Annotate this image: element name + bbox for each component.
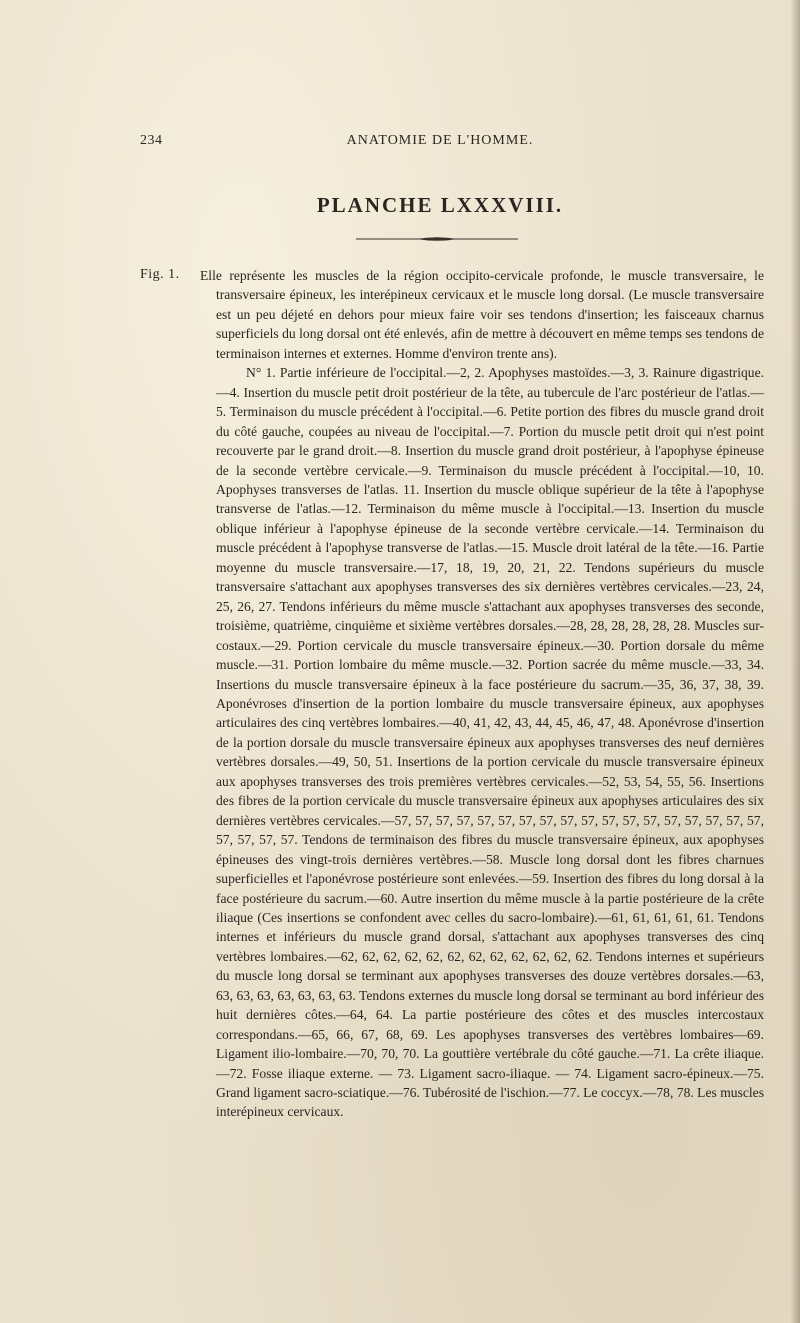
figure-label: Fig. 1. xyxy=(140,267,180,282)
ornament-rule-icon xyxy=(356,236,518,242)
plate-title: PLANCHE LXXXVIII. xyxy=(316,193,564,217)
page-number: 234 xyxy=(140,133,163,148)
page-edge-shadow xyxy=(790,0,800,1323)
running-head xyxy=(140,133,740,153)
figure-legend: N° 1. Partie inférieure de l'occipital.—2, 2. Apophyses mastoïdes.—3, 3. Rainure digastrique.—4. Insertion du muscle petit droit postérieur de la tête, au tubercule de l'arc postérieur de l'atlas.—5. Terminaison du muscle précédent à l'occipital.—6. Petite portion des fibres du muscle grand droit du côté gauche, coupées au niveau de l'occipital.—7. Portion du muscle petit droit qui n'est point recouverte par le grand droit.—8. Insertion du muscle grand droit postérieur, à l'apophyse épineuse de la seconde vertèbre cervicale.—9. Terminaison du muscle précédent à l'occipital.—10, 10. Apophyses transverses de l'atlas. 11. Insertion du muscle oblique supérieur de la tête à l'apophyse transverse de l'atlas.—12. Terminaison du même muscle à l'occipital.—13. Insertion du muscle oblique inférieur à l'apophyse épineuse de la seconde vertèbre cervicale.—14. Terminaison du muscle précédent à l'apophyse transverse de l'atlas.—15. Muscle droit latéral de la tête.—16. Partie moyenne du muscle transversaire.—17, 18, 19, 20, 21, 22. Tendons supérieurs du muscle transversaire s'attachant aux apophyses transverses des six dernières vertèbres cervicales.—23, 24, 25, 26, 27. Tendons inférieurs du même muscle s'attachant aux apophyses transverses des seconde, troisième, quatrième, cinquième et sixième vertèbres dorsales.—28, 28, 28, 28, 28, 28. Muscles sur-costaux.—29. Portion cervicale du muscle transversaire épineux.—30. Portion dorsale du même muscle.—31. Portion lombaire du même muscle.—32. Portion sacrée du même muscle.—33, 34. Insertions du muscle transversaire épineux à la face postérieure du sacrum.—35, 36, 37, 38, 39. Aponévroses d'insertion de la portion lombaire du muscle transversaire épineux, aux apophyses articulaires des cinq vertèbres lombaires.—40, 41, 42, 43, 44, 45, 46, 47, 48. Aponévrose d'insertion de la portion dorsale du muscle transversaire épineux aux apophyses transverses des neuf dernières vertèbres dorsales.—49, 50, 51. Insertions de la portion cervicale du muscle transversaire épineux aux apophyses transverses des trois premières vertèbres cervicales.—52, 53, 54, 55, 56. Insertions des fibres de la portion cervicale du muscle transversaire épineux aux apophyses articulaires des six dernières vertèbres cervicales.—57, 57, 57, 57, 57, 57, 57, 57, 57, 57, 57, 57, 57, 57, 57, 57, 57, 57, 57, 57, 57, 57. Tendons de terminaison des fibres du muscle transversaire épineux, aux apophyses épineuses des vingt-trois dernières vertèbres.—58. Muscle long dorsal dont les fibres charnues superficielles et l'aponévrose postérieure sont enlevées.—59. Insertion des fibres du long dorsal à la face postérieure du sacrum.—60. Autre insertion du même muscle à la partie postérieure de la crête iliaque (Ces insertions se confondent avec celles du sacro-lombaire).—61, 61, 61, 61, 61. Tendons internes et inférieurs du muscle grand dorsal, s'attachant aux apophyses transverses des cinq vertèbres lombaires.—62, 62, 62, 62, 62, 62, 62, 62, 62, 62, 62, 62. Tendons internes et supérieurs du muscle long dorsal se terminant aux apophyses transverses des douze vertèbres dorsales.—63, 63, 63, 63, 63, 63, 63, 63. Tendons externes du muscle long dorsal se terminant au bord inférieur des huit dernières côtes.—64, 64. La partie postérieure des côtes et des muscles intercostaux correspondans.—65, 66, 67, 68, 69. Les apophyses transverses des vertèbres lombaires—69. Ligament ilio-lombaire.—70, 70, 70. La gouttière vertébrale du côté gauche.—71. La crête iliaque.—72. Fosse iliaque externe. — 73. Ligament sacro-iliaque. — 74. Ligament sacro-épineux.—75. Grand ligament sacro-sciatique.—76. Tubérosité de l'ischion.—77. Le coccyx.—78, 78. Les muscles interépineux cervicaux. xyxy=(216,365,764,1120)
figure-description xyxy=(200,266,764,1122)
figure-intro: Elle représente les muscles de la région occipito-cervicale profonde, le muscle transversaire, le transversaire épineux, les interépineux cervicaux et le muscle long dorsal. (Le muscle transversaire est un peu déjeté en dehors pour mieux faire voir ses tendons d'insertion; les faisceaux charnus superficiels du long dorsal ont été enlevés, afin de mettre à découvert en même temps ses tendons de terminaison internes et externes. Homme d'environ trente ans). xyxy=(200,268,764,361)
book-title: ANATOMIE DE L'HOMME. xyxy=(346,133,534,148)
